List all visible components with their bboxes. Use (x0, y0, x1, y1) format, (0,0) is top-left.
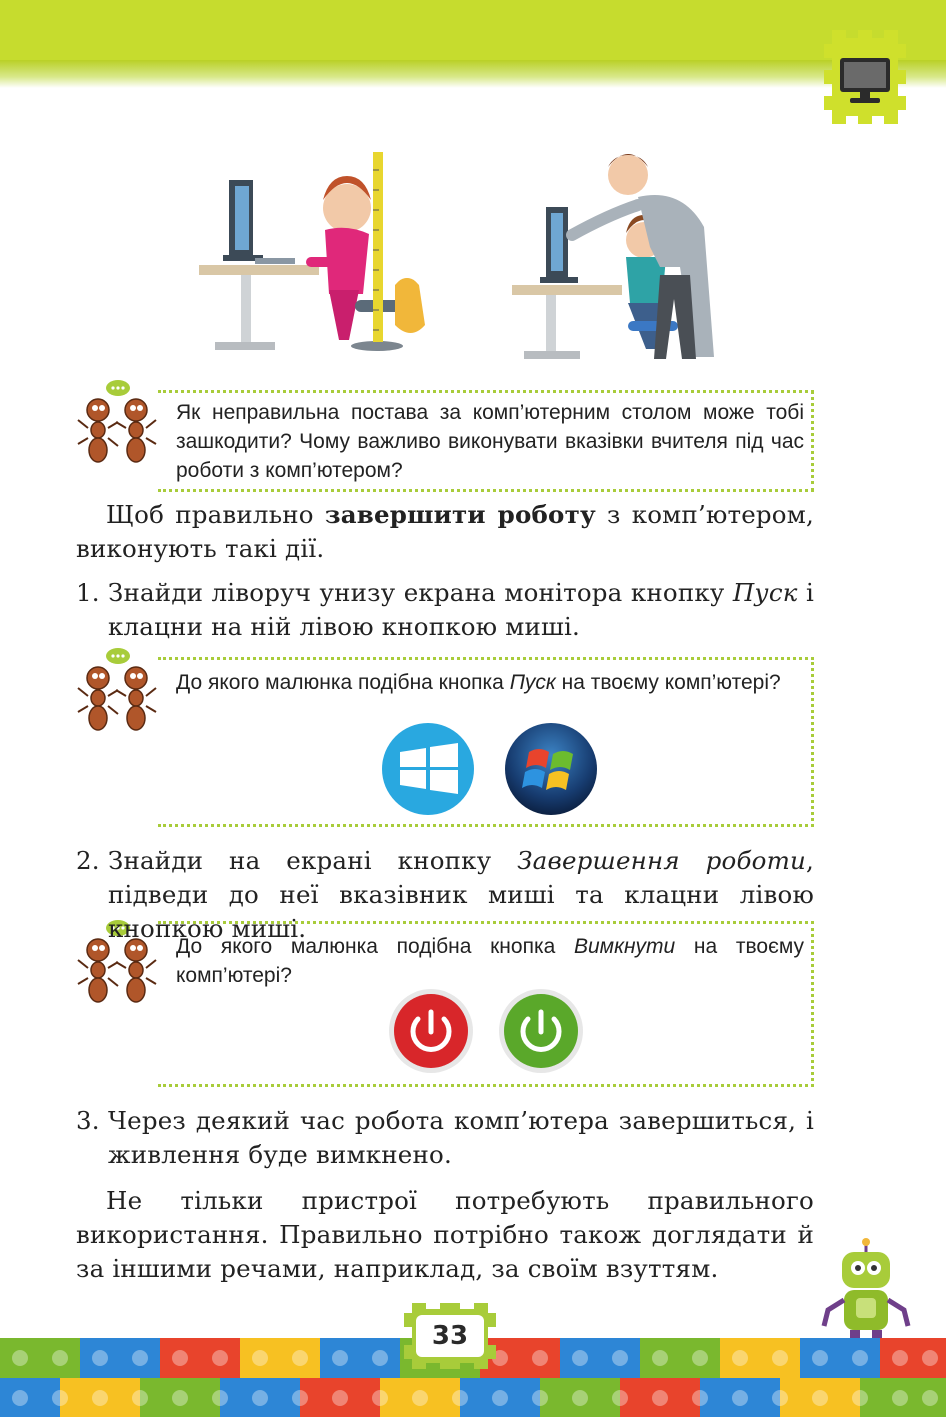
step3-number: 3. (76, 1106, 100, 1135)
windows8-logo-icon (380, 722, 476, 816)
closing-paragraph: Не тільки пристрої потребують правильного використання. Правильно потрібно також доглядати й за іншими речами, наприклад, за своїм взуттям. (76, 1186, 814, 1283)
windows7-orb-icon (503, 722, 599, 816)
power-red-icon (388, 988, 474, 1074)
robot-icon (818, 1238, 914, 1342)
step3-text: Через деякий час робота комп’ютера завершиться, і живлення буде вимкнено. (108, 1106, 814, 1169)
step1-number: 1. (76, 578, 100, 607)
teacher-and-boy-illustration (510, 145, 730, 370)
question-power-text: До якого малюнка подібна кнопка Вимкнути на твоєму комп’ютері? (176, 935, 804, 987)
step2-number: 2. (76, 846, 100, 875)
step1-text: Знайди ліворуч унизу екрана монітора кнопку Пуск і клацни на ній лівою кнопкою миші. (108, 578, 814, 641)
question-start-text: До якого малюнка подібна кнопка Пуск на твоєму комп’ютері? (176, 671, 781, 694)
monitor-icon (818, 30, 914, 134)
girl-at-computer-illustration (195, 150, 455, 365)
step2-text: Знайди на екрані кнопку Завершення роботи, підведи до неї вказівник миші та клацни лівою кнопкою миші. (108, 846, 814, 943)
ants-icon (76, 646, 160, 738)
question-posture-text: Як неправильна постава за комп’ютерним столом може тобі зашкодити? Чому важливо виконувати вказівки вчителя під час роботи з комп’ютером? (176, 401, 804, 482)
power-green-icon (498, 988, 584, 1074)
intro-paragraph: Щоб правильно завершити роботу з комп’ютером, виконують такі дії. (76, 500, 815, 563)
top-band-shade (0, 60, 946, 88)
ants-icon (76, 378, 160, 470)
page-number: 33 (431, 1321, 469, 1351)
